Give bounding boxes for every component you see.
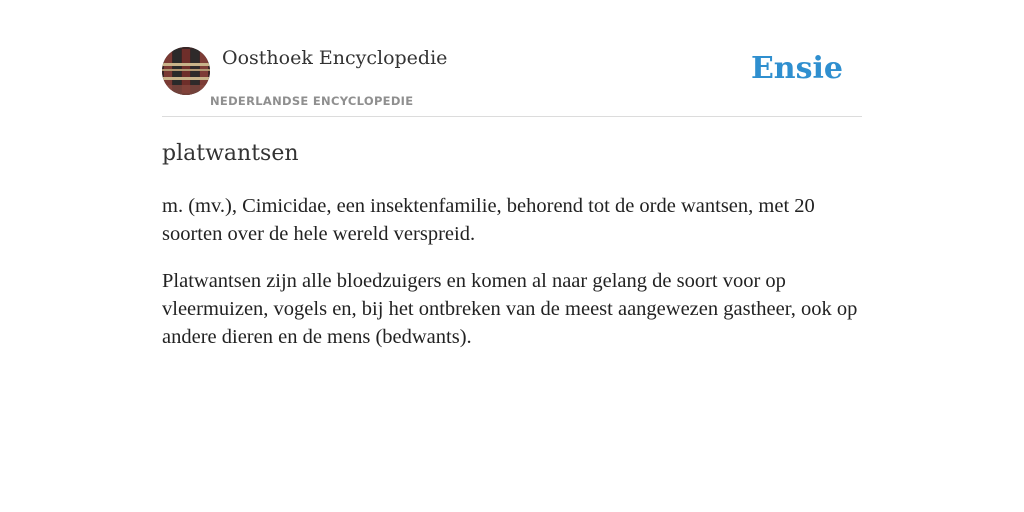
site-header bbox=[162, 0, 862, 117]
site-title[interactable]: Oosthoek Encyclopedie bbox=[222, 47, 448, 69]
brand-logo-link[interactable]: Ensie bbox=[750, 51, 843, 86]
book-spines-icon[interactable] bbox=[162, 47, 210, 95]
article bbox=[162, 138, 862, 351]
article-paragraph-2: Platwantsen zijn alle bloedzuigers en komen al naar gelang de soort voor op vleermuizen, vogels en, bij het ontbreken van de meest aangewezen gastheer, ook op andere dieren en de mens (bedwants). bbox=[162, 270, 858, 348]
article-paragraph-1: m. (mv.), Cimicidae, een insektenfamilie, behorend tot de orde wantsen, met 20 soorten over de hele wereld verspreid. bbox=[162, 195, 815, 245]
article-title: platwantsen bbox=[162, 141, 299, 166]
page-container bbox=[162, 0, 862, 512]
site-subtitle: NEDERLANDSE ENCYCLOPEDIE bbox=[210, 94, 414, 108]
